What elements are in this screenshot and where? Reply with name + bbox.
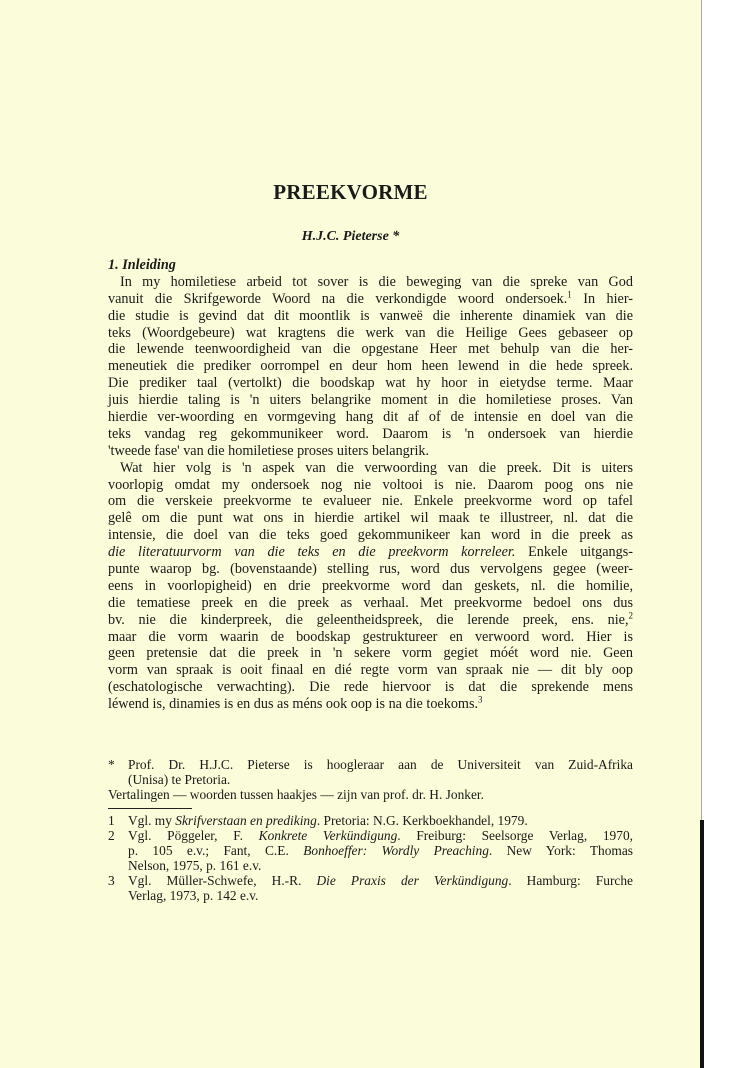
body-line: geen pretensie dat die preek in 'n sekere vorm gegiet móét word nie. Geen: [108, 645, 633, 662]
body-line: intensie, die doel van die teks goed gekommunikeer kan word in die preek as: [108, 527, 633, 544]
body-line: léwend is, dinamies is en dus as méns ook oop is na die toekoms.$^3$: [108, 694, 483, 713]
body-line: juis hierdie taling is 'n uiters belangrike moment in die homiletiese proses. Van: [108, 392, 633, 409]
body-line: maar die vorm waarin de boodskap gestruktureer en verwoord word. Hier is: [108, 628, 633, 645]
body-line: teks vandag reg gekommunikeer word. Daarom is 'n ondersoek van hierdie: [108, 425, 633, 442]
footnotes: 1 Vgl. my Skrifverstaan en prediking. Pretoria: N.G. Kerkboekhandel, 1979. 2 Vgl. Pöggeler, F. Konkrete Verkündigung. Freiburg: Seelsorge Verlag, 1970, p. 105 e.v.; Fant, C.E. Bonhoeffer: Wordly Preaching. New York: Thomas Nelson, 1975, p. 161 e.v. 3 Vgl. Müller-Schwefe, H.-R. Die Praxis der Verkündigung. Hamburg: Furche Verlag, 1973, p. 142 e.v.: [108, 813, 633, 903]
body-line: 'tweede fase' van die homiletiese proses uiters belangrik.: [108, 442, 430, 459]
body-line: hierdie ver-woording en vormgeving hang dit af of de intensie en doel van die: [108, 409, 633, 426]
section-heading: 1. Inleiding: [108, 257, 176, 273]
article-title: PREEKVORME: [273, 180, 428, 204]
body-line: Wat hier volg is 'n aspek van die verwoording van die preek. Dit is uiters: [120, 459, 633, 476]
footnote-ref: 1: [567, 289, 572, 300]
body-line: gelê om die punt wat ons in hierdie artikel wil maak te illustreer, nl. dat die: [108, 510, 633, 527]
footnote-ref: 3: [478, 694, 483, 705]
asterisk-marker: *: [108, 757, 115, 772]
body-line: die literatuurvorm van die teks en die preekvorm korreleer. Enkele uitgangs-: [108, 544, 633, 561]
body-line: die tematiese preek en die preek as verhaal. Met preekvorme bedoel ons dus: [108, 594, 633, 611]
author-note: * Prof. Dr. H.J.C. Pieterse is hoogleraar aan de Universiteit van Zuid-Afrika (Unisa) te Pretoria. Vertalingen — woorden tussen haakjes — zijn van prof. dr. H. Jonker.: [108, 757, 633, 802]
body-line: vorm van spraak is ooit finaal en dié regte vorm van spraak nie — dit bly oop: [108, 662, 633, 679]
body-line: Die prediker taal (vertolkt) die boodskap wat hy hoor in eietydse terme. Maar: [108, 375, 633, 392]
article-author: H.J.C. Pieterse *: [301, 229, 400, 244]
scan-edge-shadow: [700, 820, 704, 1068]
footnote-3: 3 Vgl. Müller-Schwefe, H.-R. Die Praxis der Verkündigung. Hamburg: Furche: [108, 873, 633, 888]
footnote-1: 1 Vgl. my Skrifverstaan en prediking. Pretoria: N.G. Kerkboekhandel, 1979.: [108, 813, 528, 828]
body-line: die lewende teenwoordigheid van die opgestane Heer met behulp van die her-: [108, 341, 633, 358]
body-line: meneutiek die prediker oorrompel en deur hom heen lewend in die hede spreek.: [108, 358, 633, 375]
body-line: In my homiletiese arbeid tot sover is die beweging van die spreke van God: [120, 273, 633, 290]
footnote-ref: 2: [628, 609, 633, 620]
article-body: [108, 257, 633, 713]
footnote-divider: [108, 808, 192, 809]
body-line: eens in voorlopigheid) en drie preekvorme word dan geskets, nl. die homilie,: [108, 577, 633, 594]
body-line: voorlopig omdat my ondersoek nog nie voltooi is nie. Daarom poog ons nie: [108, 476, 633, 493]
body-line: punte waarop bg. (bovenstaande) stelling rus, word dus vervolgens gegee (weer-: [108, 561, 633, 578]
body-line: die studie is gevind dat dit moontlik is vanweë die inherente dinamiek van die: [108, 307, 633, 324]
body-line: bv. nie die kinderpreek, die geleentheidspreek, die lerende preek, ens. nie,$^2$: [108, 609, 633, 628]
body-line: om die verskeie preekvorme te evalueer nie. Enkele preekvorme word op tafel: [108, 493, 633, 510]
body-line: (eschatologische verwachting). Die rede hiervoor is dat die sprekende mens: [108, 679, 633, 696]
footnote-2: 2 Vgl. Pöggeler, F. Konkrete Verkündigung. Freiburg: Seelsorge Verlag, 1970,: [108, 828, 633, 843]
body-line: teks (Woordgebeure) wat kragtens die werk van die Heilige Gees gebaseer op: [108, 324, 633, 341]
body-line: vanuit die Skrifgeworde Woord na die verkondigde woord ondersoek.$^1$ In hier-: [108, 289, 634, 307]
